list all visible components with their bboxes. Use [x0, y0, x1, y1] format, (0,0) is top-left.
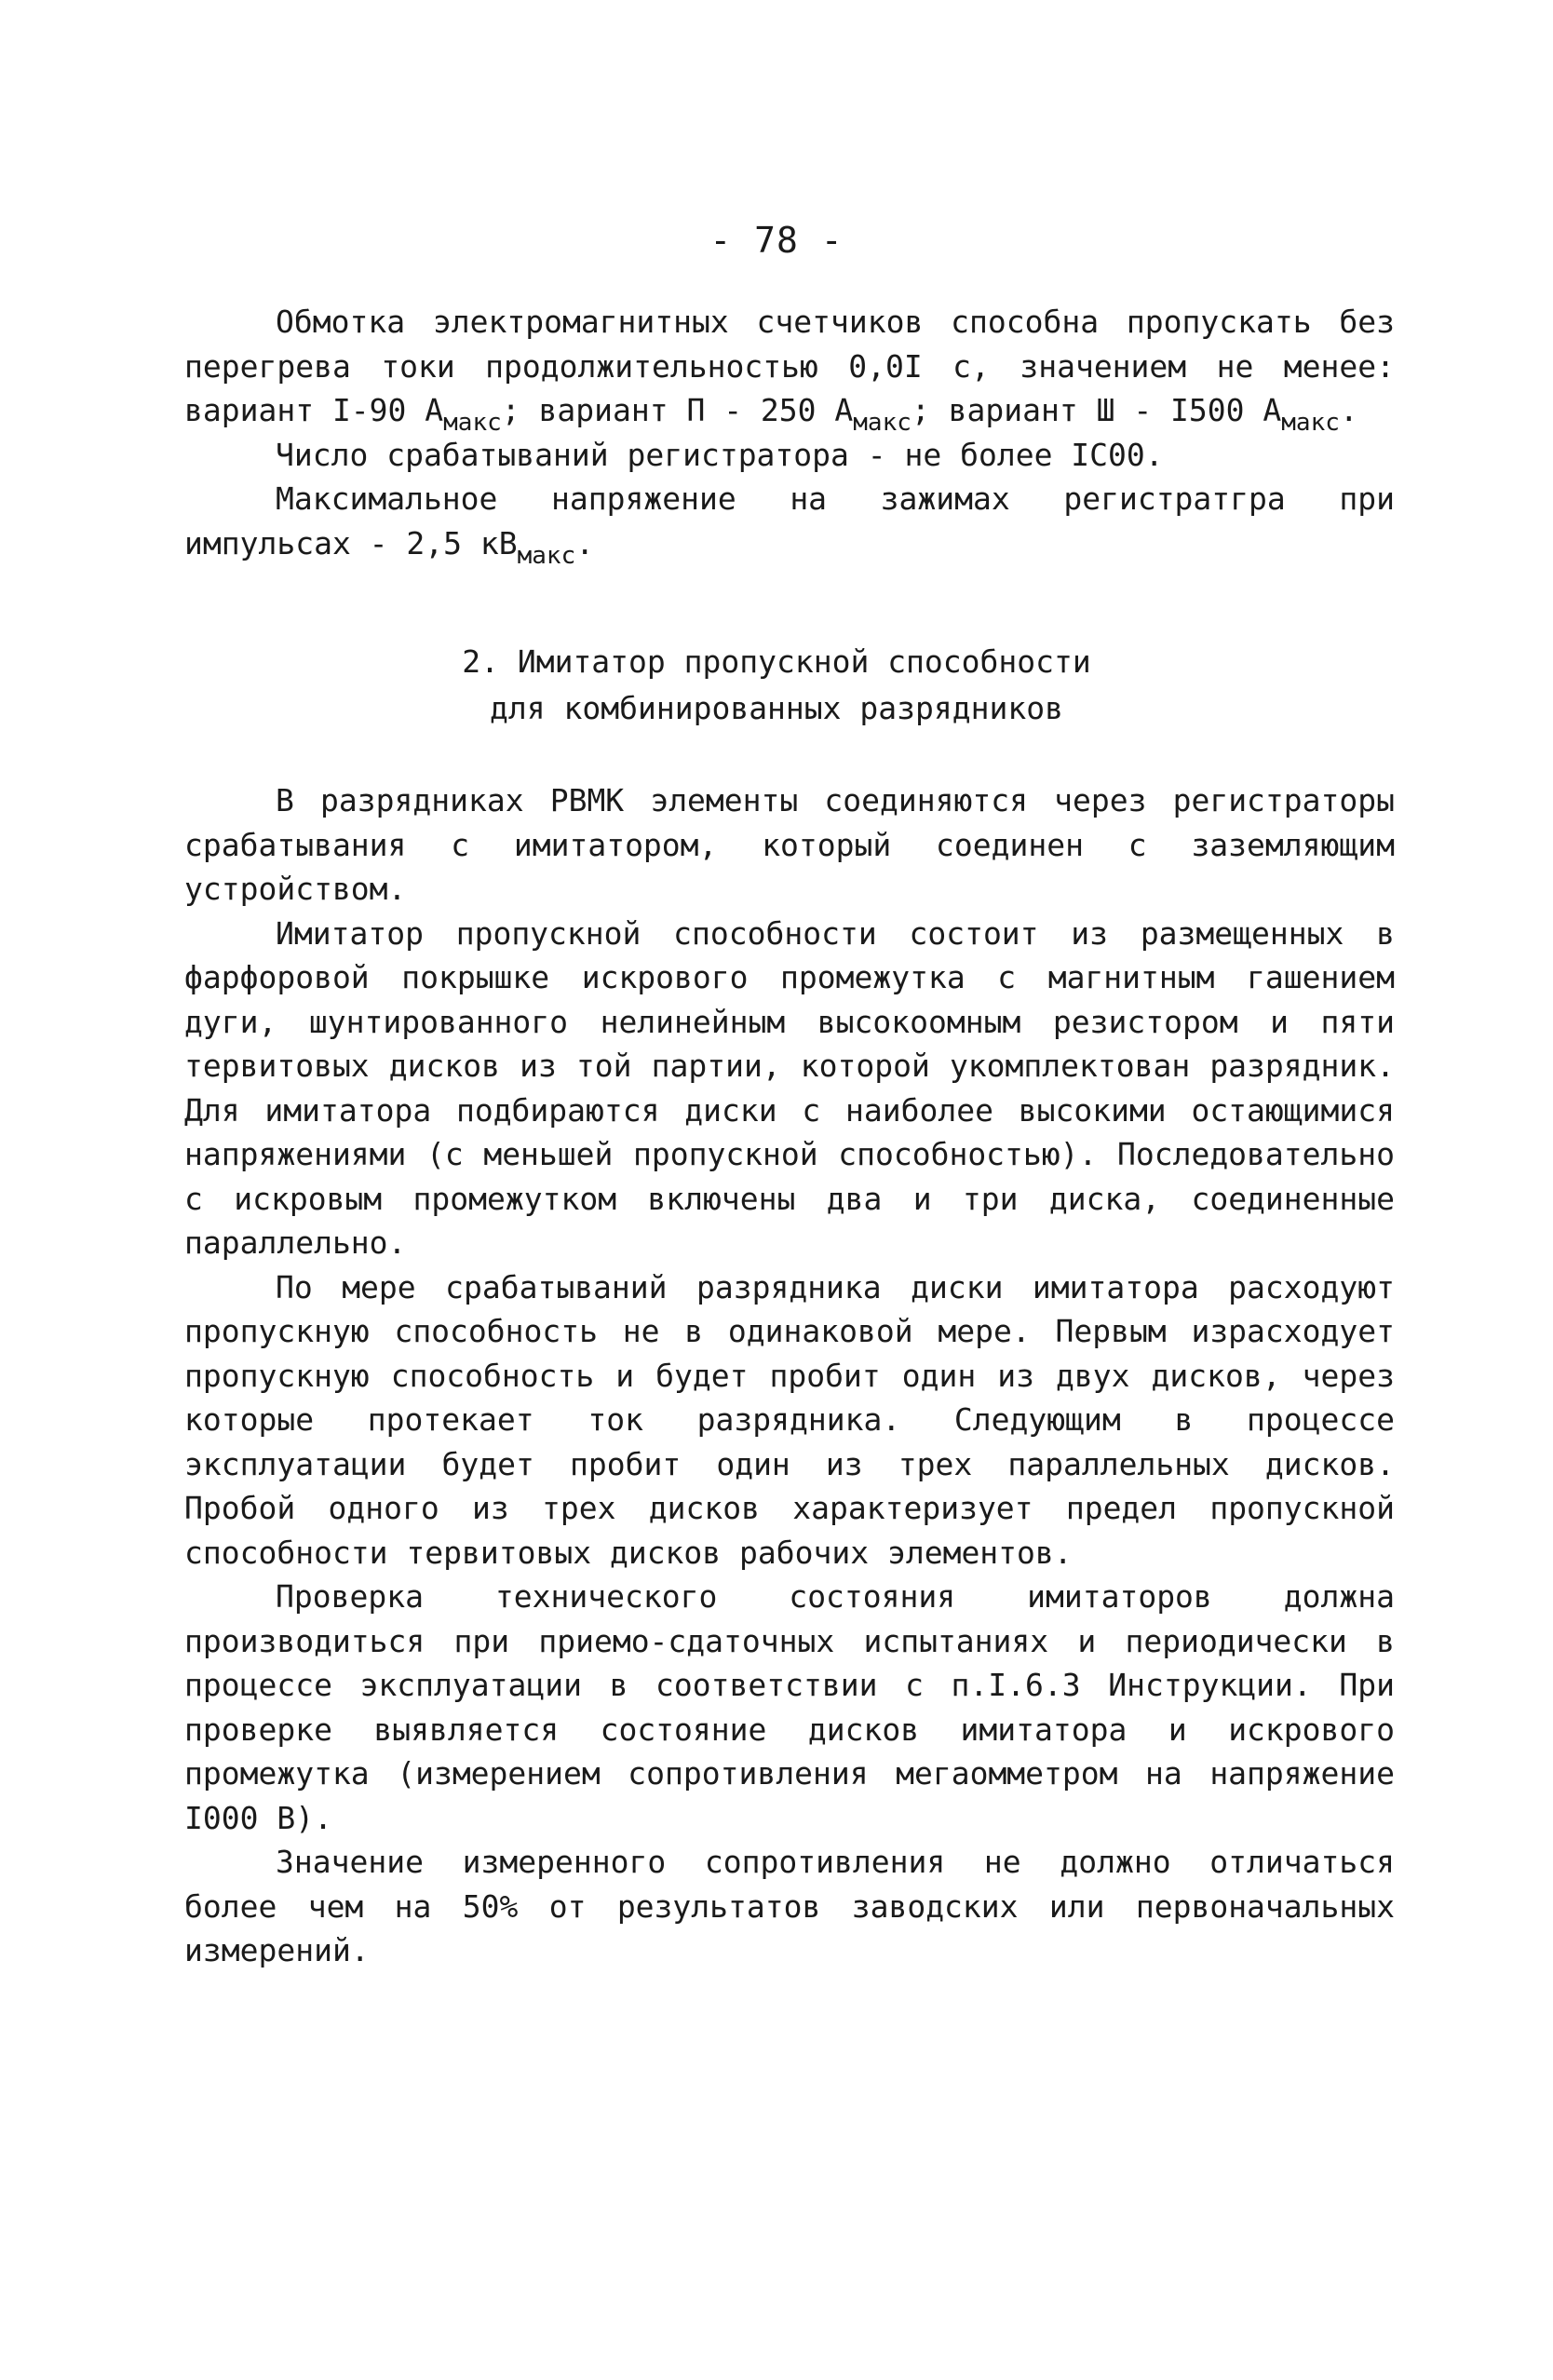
- intro-paragraph-1-end: .: [1339, 392, 1358, 428]
- page-number: - 78 -: [709, 220, 844, 261]
- body-paragraph-4: Проверка технического состояния имитаторов должна производиться при приемо-сдаточных испытаниях и периодически в процессе эксплуатации в соответствии с п.I.6.3 Инструкции. При проверке выявляется состояние дисков имитатора и искрового промежутка (измерением сопротивления мегаомметром на напряжение I000 В).: [184, 1578, 1395, 1836]
- body-text: [184, 778, 1395, 1973]
- intro-paragraph-1: [184, 300, 1395, 437]
- section-title-line-2: для комбинированных разрядников: [490, 690, 1063, 726]
- section-heading: [0, 639, 1553, 732]
- body-paragraph-2: Имитатор пропускной способности состоит из размещенных в фарфоровой покрышке искрового промежутка с магнитным гашением дуги, шунтированного нелинейным высокоомным резистором и пяти тервитовых дисков из той партии, которой укомплектован разрядник. Для имитатора подбираются диски с наиболее высокими остающимися напряжениями (с меньшей пропускной способностью). Последовательно с искровым промежутком включены два и три диска, соединенные параллельно.: [184, 914, 1395, 1261]
- body-paragraph-3: По мере срабатываний разрядника диски имитатора расходуют пропускную способность не в одинаковой мере. Первым израсходует пропускную способность и будет пробит один из двух дисков, через которые протекает ток разрядника. Следующим в процессе эксплуатации будет пробит один из трех параллельных дисков. Пробой одного из трех дисков характеризует предел пропускной способности тервитовых дисков рабочих элементов.: [184, 1268, 1395, 1571]
- subscript-max: макс: [1281, 409, 1340, 437]
- intro-paragraph-1-text: Обмотка электромагнитных счетчиков способна пропускать без перегрева токи продолжительностью 0,0I с, значением не менее: вариант I-90 A: [184, 304, 1395, 428]
- body-paragraph-1: В разрядниках РВМК элементы соединяются через регистраторы срабатывания с имитатором, который соединен с заземляющим устройством.: [184, 782, 1395, 907]
- intro-paragraph-1-text-3: ; вариант Ш - I500 A: [911, 392, 1282, 428]
- subscript-max: макс: [853, 409, 912, 437]
- intro-paragraph-2: Число срабатываний регистратора - не более IC00.: [276, 436, 1164, 473]
- intro-paragraph-3-text: Максимальное напряжение на зажимах регистратгра при импульсах - 2,5 кВ: [184, 480, 1395, 561]
- subscript-max: макс: [517, 541, 576, 570]
- subscript-max: макс: [443, 409, 502, 437]
- intro-paragraph-3: [184, 477, 1395, 570]
- body-paragraph-5: Значение измеренного сопротивления не должно отличаться более чем на 50% от результатов заводских или первоначальных измерений.: [184, 1844, 1395, 1968]
- intro-paragraph-1-text-2: ; вариант П - 250 A: [501, 392, 854, 428]
- intro-paragraph-3-end: .: [575, 524, 595, 561]
- intro-text: [184, 300, 1395, 570]
- section-title-line-1: 2. Имитатор пропускной способности: [462, 643, 1091, 680]
